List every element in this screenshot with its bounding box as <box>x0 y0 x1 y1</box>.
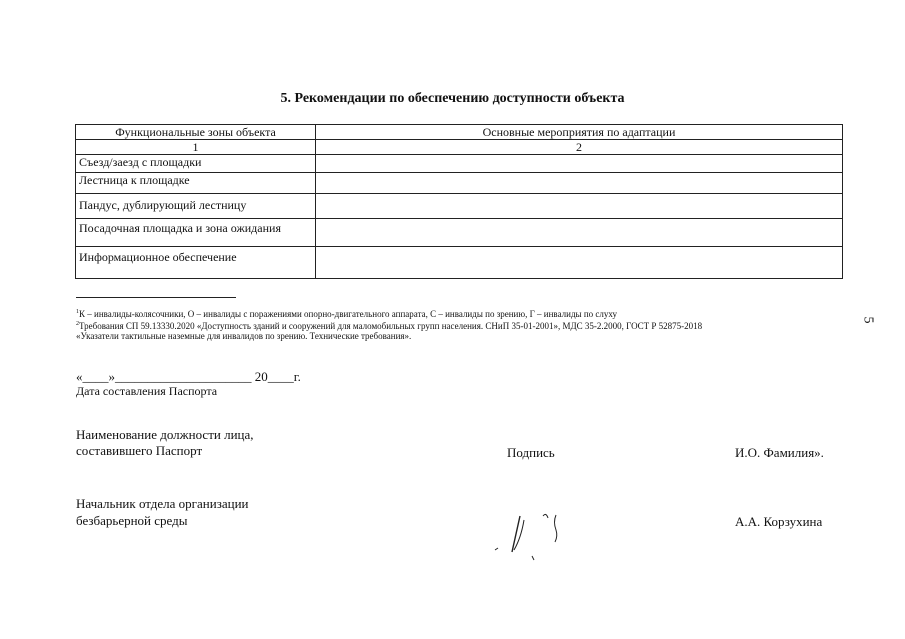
signature-label: Подпись <box>507 445 555 460</box>
head-position-line1: Начальник отдела организации <box>76 496 249 511</box>
position-title-line1: Наименование должности лица, <box>76 427 254 442</box>
zone-cell: Пандус, дублирующий лестницу <box>76 194 316 219</box>
table-row <box>76 155 843 173</box>
handwritten-signature <box>490 508 570 568</box>
zone-cell: Информационное обеспечение <box>76 247 316 279</box>
measures-cell <box>316 155 843 173</box>
zone-cell: Съезд/заезд с площадки <box>76 155 316 173</box>
page-number: 5 <box>860 316 876 324</box>
head-name: А.А. Корзухина <box>735 514 823 529</box>
table-header-row <box>76 125 843 140</box>
header-zones: Функциональные зоны объекта <box>76 125 316 140</box>
measures-cell <box>316 173 843 194</box>
column-number: 1 <box>76 140 316 155</box>
footnote-2-continued: «Указатели тактильные наземные для инвалидов по зрению. Технические требования». <box>76 331 412 341</box>
header-measures: Основные мероприятия по адаптации <box>316 125 843 140</box>
footnote-separator <box>76 297 236 298</box>
table-row <box>76 194 843 219</box>
section-title: 5. Рекомендации по обеспечению доступности объекта <box>280 91 625 106</box>
zone-cell: Посадочная площадка и зона ожидания <box>76 219 316 247</box>
date-label: Дата составления Паспорта <box>76 384 218 398</box>
column-number: 2 <box>316 140 843 155</box>
footnote-text: Требования СП 59.13330.2020 «Доступность зданий и сооружений для маломобильных групп населения. СНиП 35-01-2001», МДС 35-2.2000, ГОСТ Р 52875-2018 <box>79 321 703 331</box>
table-row <box>76 219 843 247</box>
table-row <box>76 173 843 194</box>
footnote-text: К – инвалиды-колясочники, О – инвалиды с поражениями опорно-двигательного аппарата, С – инвалиды по зрению, Г – инвалиды по слуху <box>79 309 618 319</box>
signer-name-placeholder: И.О. Фамилия». <box>735 445 824 460</box>
position-title-line2: составившего Паспорт <box>76 443 203 458</box>
footnote-mark: 2 <box>76 321 79 327</box>
measures-cell <box>316 247 843 279</box>
measures-cell <box>316 219 843 247</box>
table-row <box>76 247 843 279</box>
table-numbering-row <box>76 140 843 155</box>
head-position-line2: безбарьерной среды <box>76 513 188 528</box>
zone-cell: Лестница к площадке <box>76 173 316 194</box>
measures-cell <box>316 194 843 219</box>
recommendations-table <box>75 124 843 279</box>
footnote-mark: 1 <box>76 309 79 315</box>
date-line: «____»_____________________ 20____г. <box>76 369 301 384</box>
